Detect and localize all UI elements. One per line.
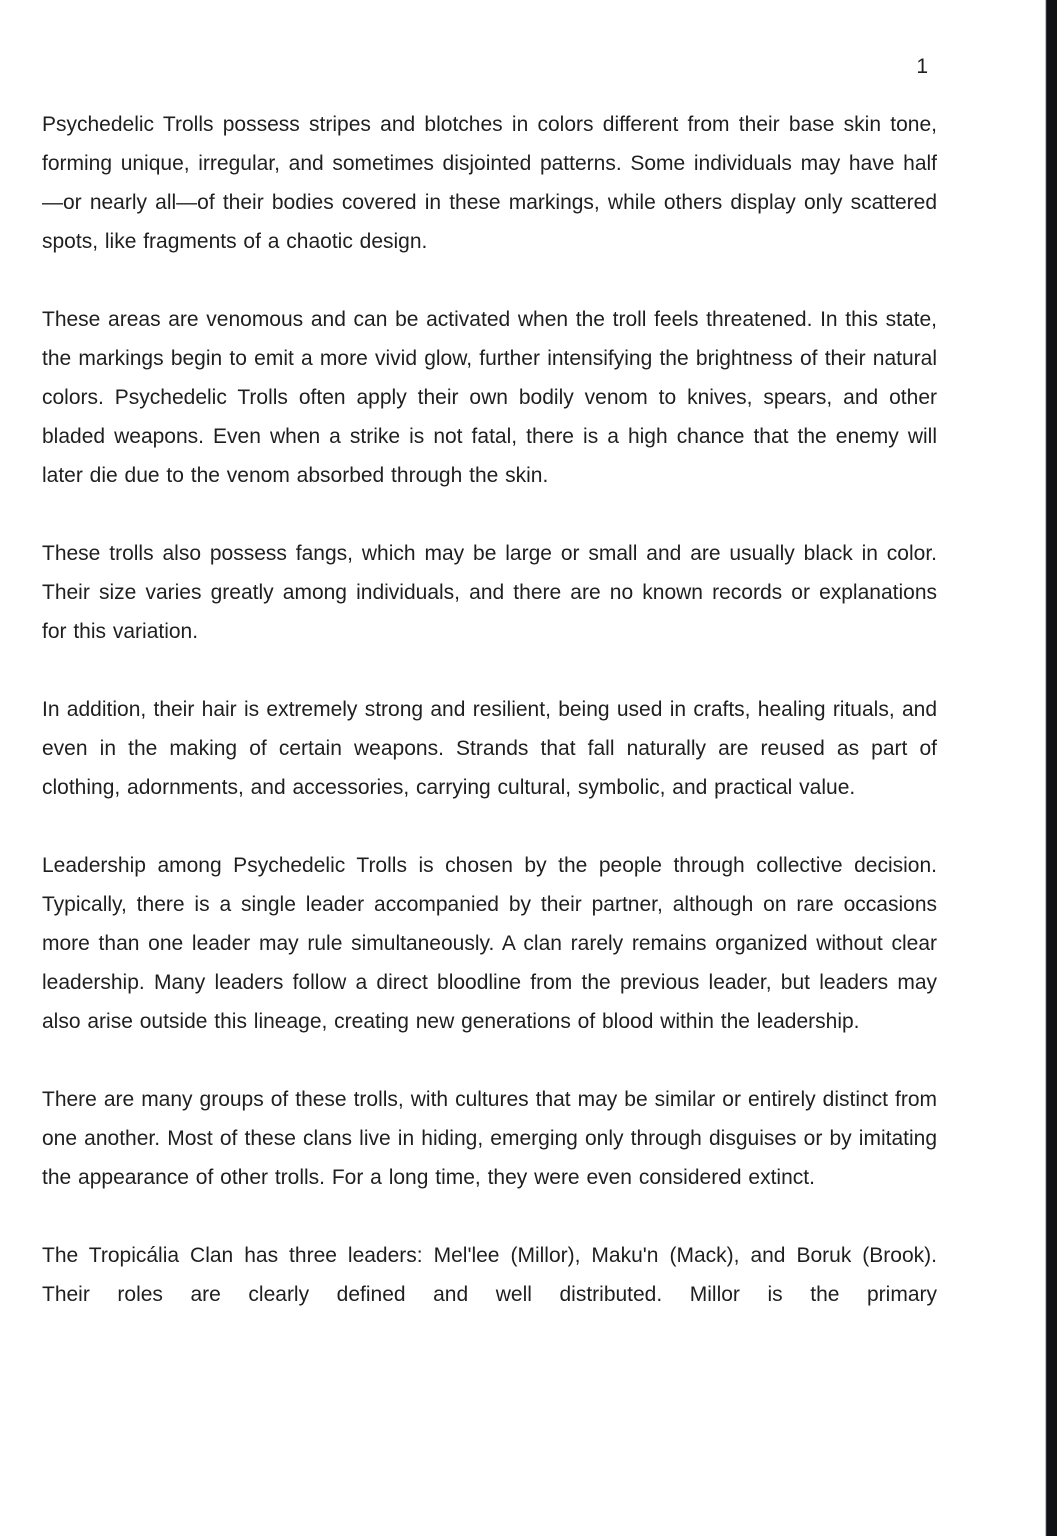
paragraph: The Tropicália Clan has three leaders: Mel'lee (Millor), Maku'n (Mack), and Boruk (Brook). Their roles are clearly defined and well distributed. Millor is the primary bbox=[42, 1244, 937, 1306]
document-text-body bbox=[42, 105, 937, 1314]
page-number: 1 bbox=[916, 55, 928, 78]
paragraph: Leadership among Psychedelic Trolls is chosen by the people through collective decision. Typically, there is a single leader accompanied by their partner, although on rare occasions more than one leader may rule simultaneously. A clan rarely remains organized without clear leadership. Many leaders follow a direct bloodline from the previous leader, but leaders may also arise outside this lineage, creating new generations of blood within the leadership. bbox=[42, 854, 937, 1033]
paragraph: In addition, their hair is extremely strong and resilient, being used in crafts, healing rituals, and even in the making of certain weapons. Strands that fall naturally are reused as part of clothing, adornments, and accessories, carrying cultural, symbolic, and practical value. bbox=[42, 698, 937, 799]
paragraph: Psychedelic Trolls possess stripes and blotches in colors different from their base skin tone, forming unique, irregular, and sometimes disjointed patterns. Some individuals may have half—or nearly all—of their bodies covered in these markings, while others display only scattered spots, like fragments of a chaotic design. bbox=[42, 113, 937, 253]
paragraph: These trolls also possess fangs, which may be large or small and are usually black in color. Their size varies greatly among individuals, and there are no known records or explanations for this variation. bbox=[42, 542, 937, 643]
paragraph: There are many groups of these trolls, with cultures that may be similar or entirely distinct from one another. Most of these clans live in hiding, emerging only through disguises or by imitating the appearance of other trolls. For a long time, they were even considered extinct. bbox=[42, 1088, 937, 1189]
paragraph: These areas are venomous and can be activated when the troll feels threatened. In this state, the markings begin to emit a more vivid glow, further intensifying the brightness of their natural colors. Psychedelic Trolls often apply their own bodily venom to knives, spears, and other bladed weapons. Even when a strike is not fatal, there is a high chance that the enemy will later die due to the venom absorbed through the skin. bbox=[42, 308, 937, 487]
right-edge-bar bbox=[1045, 0, 1057, 1536]
